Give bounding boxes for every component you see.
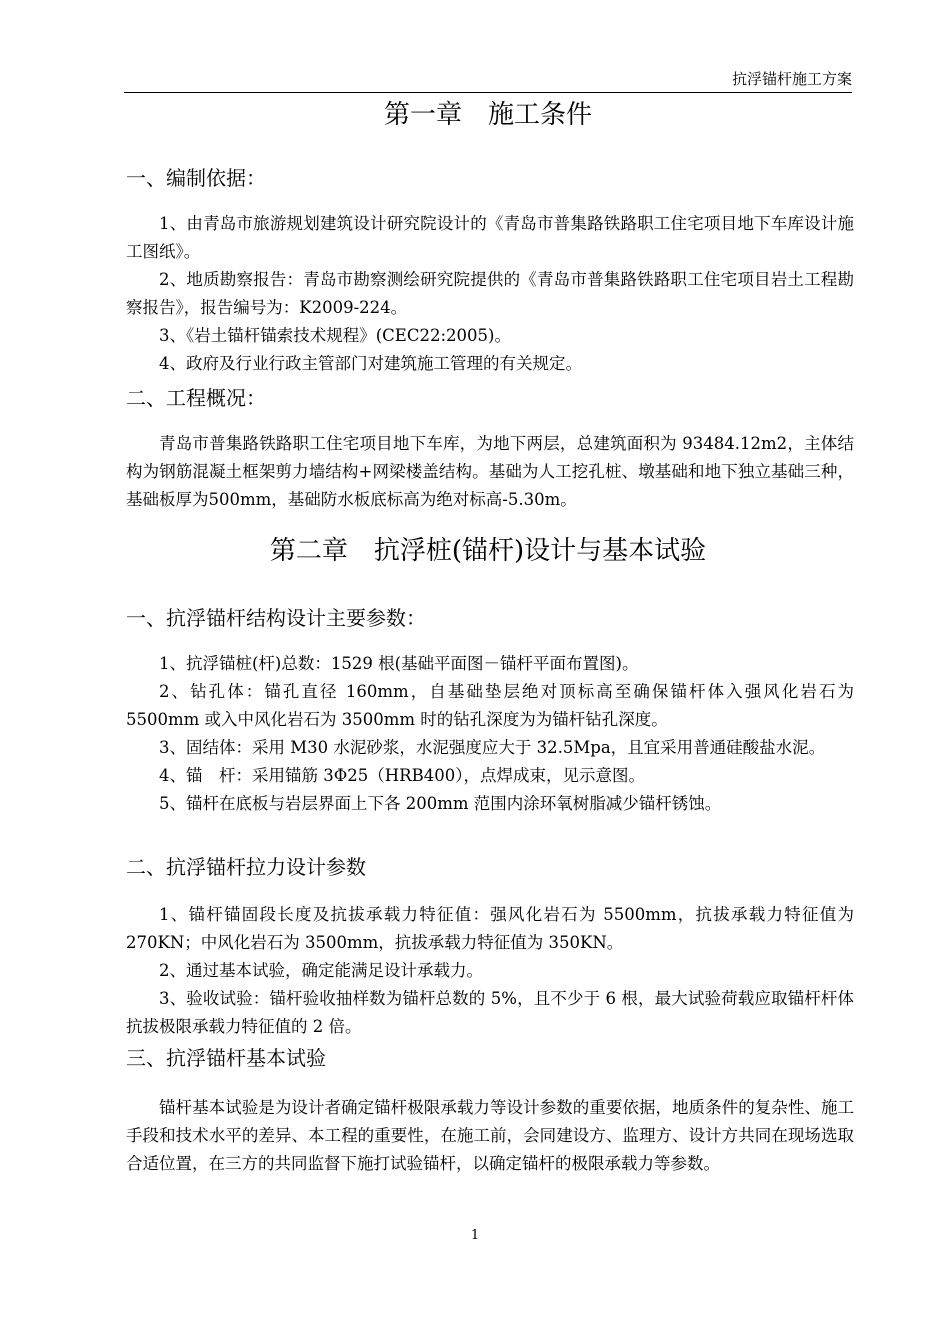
- basic-test-paragraph: 锚杆基本试验是为设计者确定锚杆极限承载力等设计参数的重要依据，地质条件的复杂性、施工手段和技术水平的差异、本工程的重要性，在施工前，会同建设方、监理方、设计方共同在现场选取合适位置，在三方的共同监督下施打试验锚杆，以确定锚杆的极限承载力等参数。: [126, 1098, 854, 1173]
- list-item: 2、钻孔体：锚孔直径 160mm，自基础垫层绝对顶标高至确保锚杆体入强风化岩石为 5500mm 或入中风化岩石为 3500mm 时的钻孔深度为为锚杆钻孔深度。: [126, 682, 854, 729]
- list-item: 5、锚杆在底板与岩层界面上下各 200mm 范围内涂环氧树脂减少锚杆锈蚀。: [159, 794, 722, 813]
- overview-text-block: [126, 430, 854, 514]
- list-item: 4、政府及行业行政主管部门对建筑施工管理的有关规定。: [159, 354, 582, 373]
- page-header: [124, 70, 852, 93]
- list-item: 1、抗浮锚桩(杆)总数：1529 根(基础平面图－锚杆平面布置图)。: [159, 654, 639, 673]
- basis-list: [126, 210, 854, 378]
- section-overview-heading: 二、工程概况：: [126, 386, 266, 410]
- overview-paragraph: 青岛市普集路铁路职工住宅项目地下车库，为地下两层，总建筑面积为 93484.12m2，主体结构为钢筋混凝土框架剪力墙结构+网梁楼盖结构。基础为人工挖孔桩、墩基础和地下独立基础三种，基础板厚为500mm，基础防水板底标高为绝对标高-5.30m。: [126, 434, 854, 509]
- section-basic-test-heading: 三、抗浮锚杆基本试验: [126, 1046, 326, 1070]
- chapter-1-title: 第一章 施工条件: [383, 100, 592, 130]
- list-item: 4、锚 杆：采用锚筋 3Φ25（HRB400），点焊成束，见示意图。: [159, 766, 645, 785]
- list-item: 1、锚杆锚固段长度及抗拔承载力特征值：强风化岩石为 5500mm，抗拔承载力特征值为270KN；中风化岩石为 3500mm，抗拔承载力特征值为 350KN。: [126, 905, 854, 952]
- section-tension-params-heading: 二、抗浮锚杆拉力设计参数: [126, 855, 366, 879]
- chapter-2-title: 第二章 抗浮桩(锚杆)设计与基本试验: [269, 536, 707, 566]
- list-item: 3、《岩土锚杆锚索技术规程》(CEC22:2005)。: [159, 326, 511, 345]
- tension-params-list: [126, 901, 854, 1041]
- page-number: 1: [470, 1228, 480, 1243]
- list-item: 3、固结体：采用 M30 水泥砂浆，水泥强度应大于 32.5Mpa，且宜采用普通硅酸盐水泥。: [159, 738, 826, 757]
- list-item: 3、验收试验：锚杆验收抽样数为锚杆总数的 5%，且不少于 6 根，最大试验荷载应取锚杆杆体抗拔极限承载力特征值的 2 倍。: [126, 989, 854, 1036]
- section-design-params-heading: 一、抗浮锚杆结构设计主要参数：: [126, 606, 426, 630]
- list-item: 2、通过基本试验，确定能满足设计承载力。: [159, 961, 483, 980]
- list-item: 1、由青岛市旅游规划建筑设计研究院设计的《青岛市普集路铁路职工住宅项目地下车库设计施工图纸》。: [126, 214, 854, 261]
- list-item: 2、地质勘察报告：青岛市勘察测绘研究院提供的《青岛市普集路铁路职工住宅项目岩土工程勘察报告》，报告编号为：K2009-224。: [126, 270, 854, 317]
- section-basis-heading: 一、编制依据：: [126, 166, 266, 190]
- design-params-list: [126, 650, 854, 818]
- basic-test-text-block: [126, 1094, 854, 1178]
- header-title: 抗浮锚杆施工方案: [731, 70, 852, 88]
